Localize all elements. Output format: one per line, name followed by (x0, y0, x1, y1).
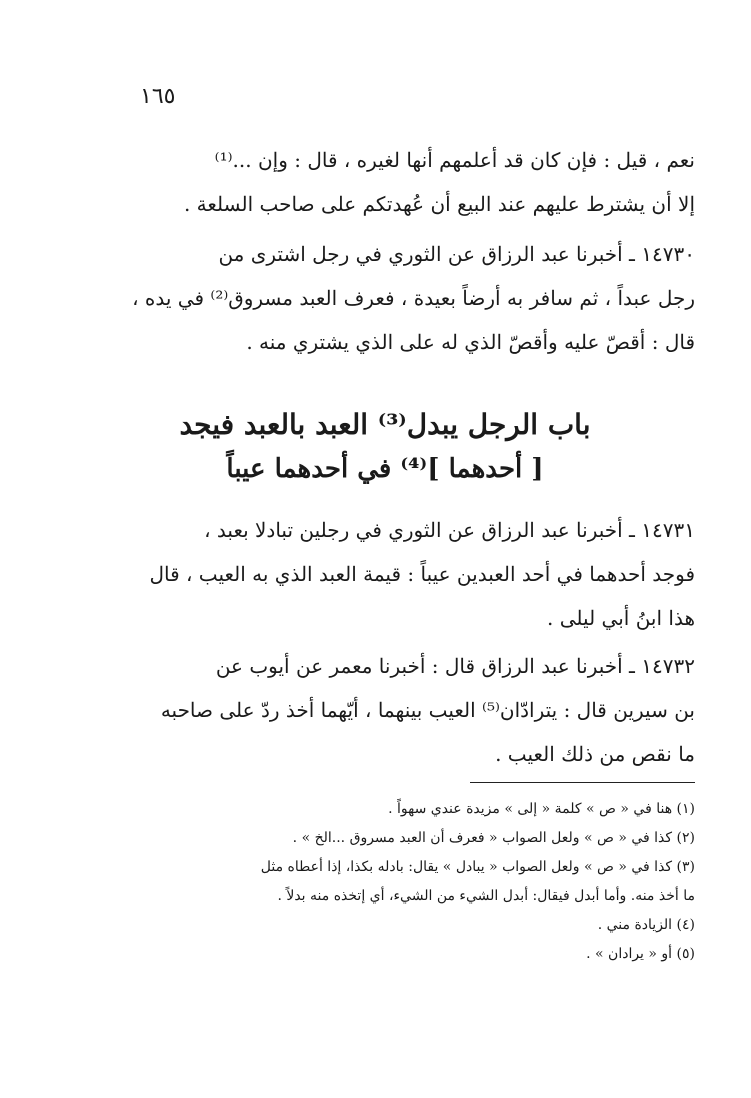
page-number: ١٦٥ (140, 84, 176, 109)
paragraph-14730 (75, 232, 695, 364)
paragraph-continuation (75, 138, 695, 226)
footnote-4: (٤) الزيادة مني . (597, 917, 695, 933)
footnote-5: (٥) أو « يرادان » . (586, 946, 695, 962)
footnote-2: (٢) كذا في « ص » ولعل الصواب « فعرف أن العبد مسروق ...الخ » . (292, 830, 695, 846)
text-line: ١٤٧٣٠ ـ أخبرنا عبد الرزاق عن الثوري في رجل اشترى من (218, 242, 695, 266)
footnotes (60, 795, 695, 969)
chapter-heading-line-1: باب الرجل يبدل⁽³⁾ العبد بالعبد فيجد (179, 408, 591, 441)
paragraph-14731 (75, 508, 695, 640)
text-line: نعم ، قيل : فإن كان قد أعلمهم أنها لغيره ، قال : وإن ...⁽¹⁾ (214, 148, 695, 172)
text-line: هذا ابنُ أبي ليلى . (547, 606, 695, 630)
footnote-3-continued: ما أخذ منه. وأما أبدل فيقال: أبدل الشيء من الشيء، أي إتخذه منه بدلاً . (277, 888, 695, 904)
paragraph-14732 (75, 644, 695, 776)
text-line: فوجد أحدهما في أحد العبدين عيباً : قيمة العبد الذي به العيب ، قال (149, 562, 695, 586)
text-line: ١٤٧٣١ ـ أخبرنا عبد الرزاق عن الثوري في رجلين تبادلا بعبد ، (204, 518, 695, 542)
text-line: بن سيرين قال : يترادّان⁽⁵⁾ العيب بينهما ، أيّهما أخذ ردّ على صاحبه (160, 698, 695, 722)
chapter-heading-line-2: [ أحدهما ]⁽⁴⁾ في أحدهما عيباً (226, 454, 544, 484)
footnote-divider (470, 782, 695, 783)
text-line: ما نقص من ذلك العيب . (495, 742, 695, 766)
text-line: ١٤٧٣٢ ـ أخبرنا عبد الرزاق قال : أخبرنا معمر عن أيوب عن (215, 654, 695, 678)
footnote-3: (٣) كذا في « ص » ولعل الصواب « يبادل » يقال: بادله بكذا، إذا أعطاه مثل (260, 859, 695, 875)
footnote-1: (١) هنا في « ص » كلمة « إلى » مزيدة عندي سهواً . (388, 801, 695, 817)
text-line: قال : أقصّ عليه وأقصّ الذي له على الذي يشتري منه . (246, 330, 695, 354)
text-line: رجل عبداً ، ثم سافر به أرضاً بعيدة ، فعرف العبد مسروق⁽²⁾ في يده ، (132, 286, 695, 310)
text-line: إلا أن يشترط عليهم عند البيع أن عُهدتكم على صاحب السلعة . (183, 192, 695, 216)
